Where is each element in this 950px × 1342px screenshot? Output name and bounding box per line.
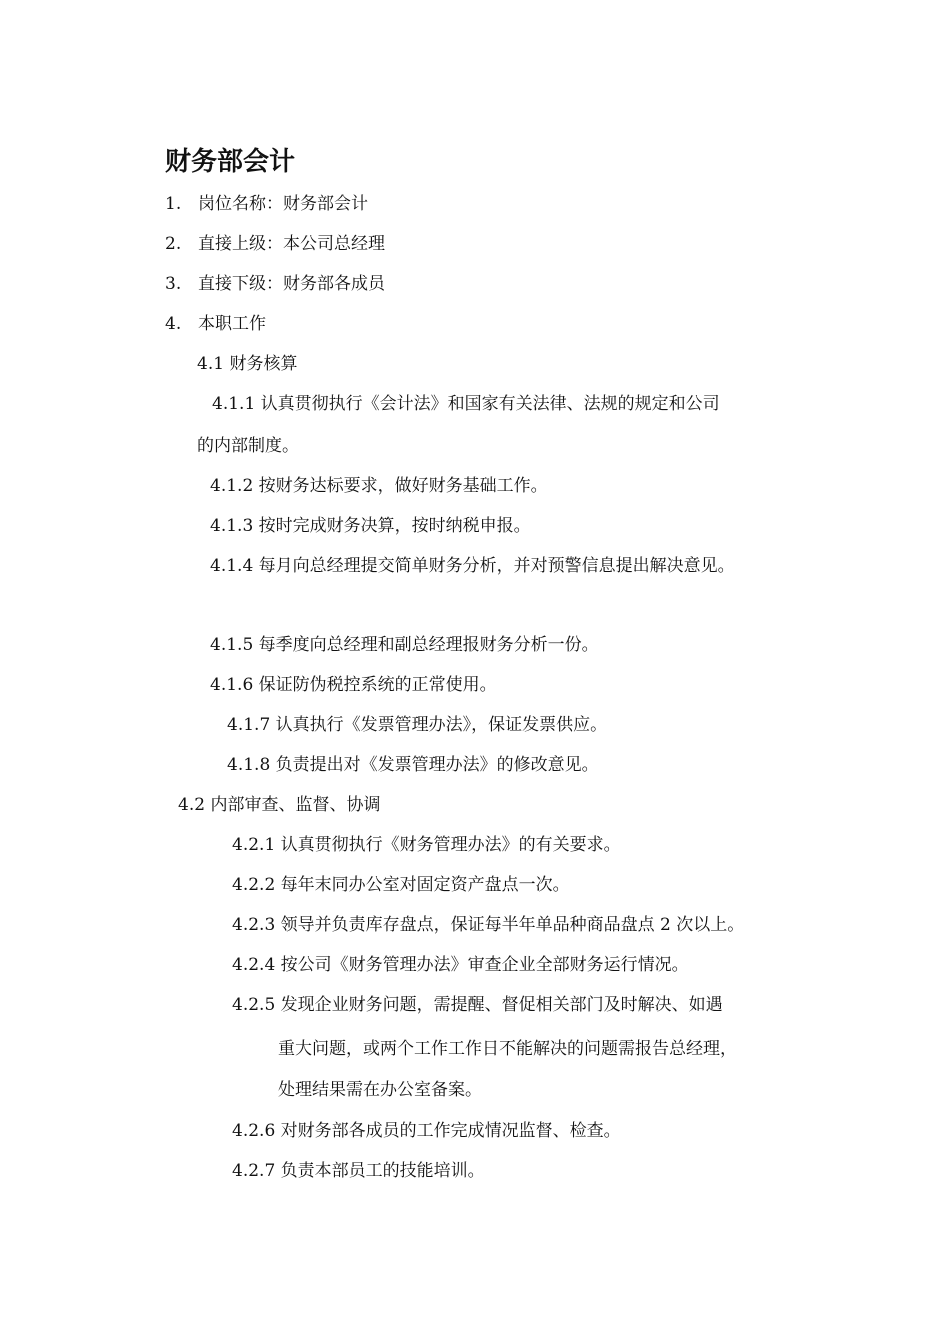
section-text: 直接上级：本公司总经理 (198, 234, 385, 254)
paragraph-line: 4.1.8 负责提出对《发票管理办法》的修改意见。 (227, 755, 599, 775)
section-item-1 (165, 192, 368, 216)
paragraph-line: 4.2.7 负责本部员工的技能培训。 (232, 1161, 485, 1181)
paragraph-line: 4.1.6 保证防伪税控系统的正常使用。 (210, 675, 497, 695)
subsection-heading-4-2: 4.2 内部审查、监督、协调 (178, 795, 381, 815)
paragraph-line: 4.1.2 按财务达标要求，做好财务基础工作。 (210, 476, 548, 496)
paragraph-line: 4.2.3 领导并负责库存盘点，保证每半年单品种商品盘点 2 次以上。 (232, 915, 745, 935)
paragraph-line: 4.2.5 发现企业财务问题，需提醒、督促相关部门及时解决、如遇 (232, 995, 723, 1015)
paragraph-line: 4.1.4 每月向总经理提交简单财务分析，并对预警信息提出解决意见。 (210, 556, 735, 576)
section-text: 岗位名称：财务部会计 (198, 194, 368, 214)
paragraph-line: 4.1.7 认真执行《发票管理办法》，保证发票供应。 (227, 715, 608, 735)
section-number: 2. (165, 234, 182, 254)
paragraph-line: 处理结果需在办公室备案。 (278, 1080, 482, 1100)
document-title: 财务部会计 (165, 147, 296, 177)
paragraph-line: 4.2.4 按公司《财务管理办法》审查企业全部财务运行情况。 (232, 955, 689, 975)
section-item-2 (165, 232, 385, 256)
paragraph-line: 4.1.5 每季度向总经理和副总经理报财务分析一份。 (210, 635, 599, 655)
paragraph-line: 4.2.1 认真贯彻执行《财务管理办法》的有关要求。 (232, 835, 621, 855)
section-text: 直接下级：财务部各成员 (198, 274, 385, 294)
section-number: 1. (165, 194, 182, 214)
paragraph-line: 的内部制度。 (197, 436, 299, 456)
paragraph-line: 4.1.3 按时完成财务决算，按时纳税申报。 (210, 516, 531, 536)
paragraph-line: 4.1.1 认真贯彻执行《会计法》和国家有关法律、法规的规定和公司 (212, 394, 720, 414)
section-text: 本职工作 (198, 314, 266, 334)
section-number: 4. (165, 314, 182, 334)
paragraph-line: 重大问题，或两个工作工作日不能解决的问题需报告总经理， (278, 1039, 737, 1059)
paragraph-line: 4.2.6 对财务部各成员的工作完成情况监督、检查。 (232, 1121, 621, 1141)
subsection-heading-4-1: 4.1 财务核算 (197, 354, 298, 374)
section-item-4 (165, 312, 266, 336)
section-item-3 (165, 272, 385, 296)
paragraph-line: 4.2.2 每年末同办公室对固定资产盘点一次。 (232, 875, 570, 895)
section-number: 3. (165, 274, 182, 294)
